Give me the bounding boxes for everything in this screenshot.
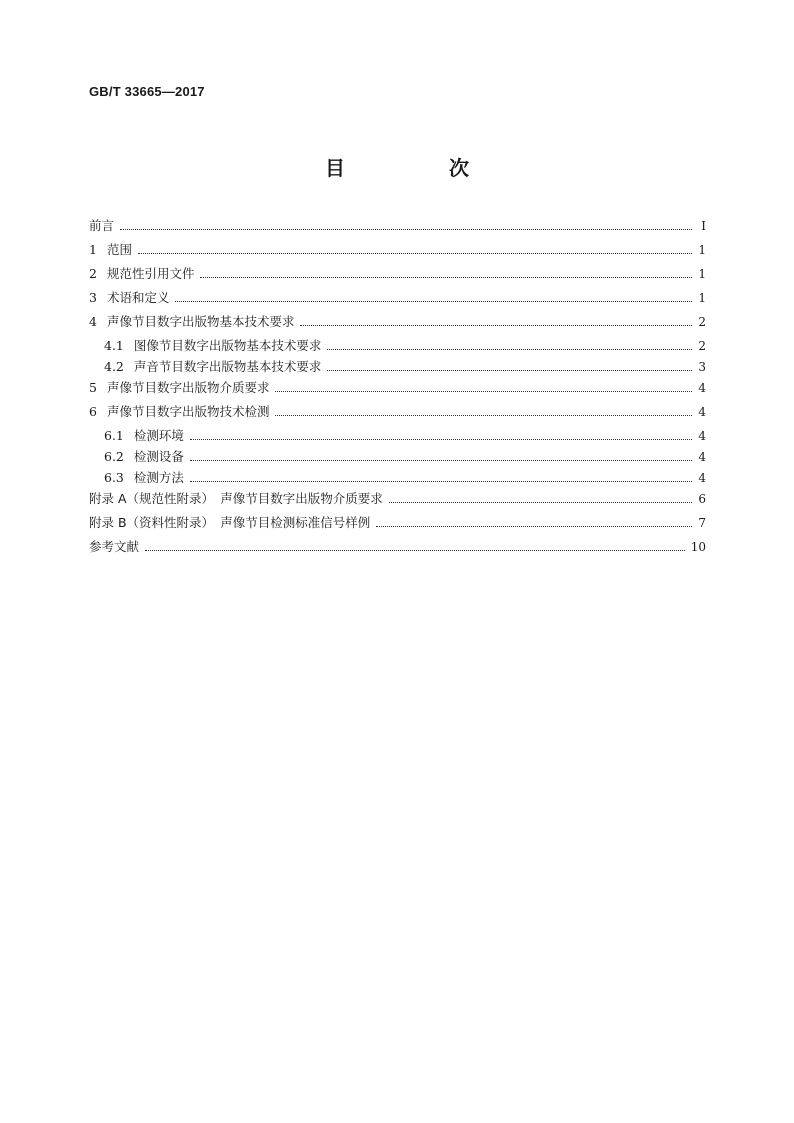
toc-leader: [389, 502, 692, 503]
toc-entry-number: 4.2: [104, 359, 124, 374]
toc-entry-6-3[interactable]: [89, 468, 706, 489]
toc-entry-page: 2: [698, 315, 706, 329]
page-title: 目 次: [325, 156, 511, 180]
toc-entry-6-1[interactable]: [89, 426, 706, 447]
toc-leader: [275, 391, 692, 392]
toc-entry-title: 声像节目数字出版物基本技术要求: [106, 314, 295, 329]
toc-leader: [190, 481, 692, 482]
toc-entry-4[interactable]: [89, 312, 706, 336]
toc-entry-title: 前言: [89, 218, 115, 233]
toc-entry-title: 规范性引用文件: [106, 266, 195, 281]
toc-leader: [190, 439, 692, 440]
toc-leader: [327, 370, 692, 371]
toc-entry-page: 10: [690, 540, 706, 554]
toc-entry-foreword[interactable]: [89, 216, 706, 240]
toc-entry-page: 4: [698, 381, 706, 395]
toc-entry-number: 6.2: [104, 449, 124, 464]
toc-entry-page: 1: [698, 267, 706, 281]
toc-entry-number: 6.3: [104, 470, 124, 485]
toc-leader: [300, 325, 692, 326]
toc-entry-page: 4: [698, 471, 706, 485]
toc-leader: [200, 277, 692, 278]
toc-entry-number: 2: [89, 266, 97, 281]
toc-entry-bibliography[interactable]: [89, 537, 706, 561]
toc-entry-1[interactable]: [89, 240, 706, 264]
toc-leader: [120, 229, 692, 230]
toc-entry-annex-b[interactable]: [89, 513, 706, 537]
toc-entry-title: 附录 A（规范性附录） 声像节目数字出版物介质要求: [89, 491, 383, 506]
toc-entry-title: 检测设备: [133, 449, 184, 464]
toc-entry-page: 4: [698, 405, 706, 419]
toc-entry-6[interactable]: [89, 402, 706, 426]
toc-leader: [175, 301, 692, 302]
toc-entry-number: 4.1: [104, 338, 124, 353]
toc-entry-title: 声像节目数字出版物介质要求: [106, 380, 270, 395]
toc-leader: [138, 253, 692, 254]
standard-code: GB/T 33665—2017: [89, 84, 205, 99]
toc-entry-4-1[interactable]: [89, 336, 706, 357]
toc-entry-page: 4: [698, 429, 706, 443]
toc-entry-title: 检测环境: [133, 428, 184, 443]
toc-entry-number: 4: [89, 314, 97, 329]
toc-entry-page: 2: [698, 339, 706, 353]
toc-leader: [190, 460, 692, 461]
toc-leader: [145, 550, 685, 551]
toc-entry-2[interactable]: [89, 264, 706, 288]
toc-entry-page: 1: [698, 243, 706, 257]
toc-entry-3[interactable]: [89, 288, 706, 312]
toc-entry-6-2[interactable]: [89, 447, 706, 468]
toc-entry-number: 6: [89, 404, 97, 419]
toc-entry-title: 附录 B（资料性附录） 声像节目检测标准信号样例: [89, 515, 371, 530]
toc-leader: [327, 349, 692, 350]
toc-entry-number: 5: [89, 380, 97, 395]
toc-entry-page: 1: [698, 291, 706, 305]
toc-entry-title: 图像节目数字出版物基本技术要求: [133, 338, 322, 353]
toc-leader: [376, 526, 692, 527]
toc-entry-number: 6.1: [104, 428, 124, 443]
toc-entry-title: 声像节目数字出版物技术检测: [106, 404, 270, 419]
toc-entry-page: 7: [698, 516, 706, 530]
toc-entry-number: 3: [89, 290, 97, 305]
toc-entry-page: Ⅰ: [701, 219, 706, 233]
toc-entry-number: 1: [89, 242, 97, 257]
toc-entry-annex-a[interactable]: [89, 489, 706, 513]
toc-entry-page: 6: [698, 492, 706, 506]
toc-entry-page: 4: [698, 450, 706, 464]
toc-entry-title: 检测方法: [133, 470, 184, 485]
toc-entry-5[interactable]: [89, 378, 706, 402]
toc-entry-title: 范围: [106, 242, 132, 257]
toc-entry-page: 3: [698, 360, 706, 374]
toc-entry-4-2[interactable]: [89, 357, 706, 378]
toc-leader: [275, 415, 692, 416]
toc-entry-title: 参考文献: [89, 539, 140, 554]
toc-entry-title: 术语和定义: [106, 290, 170, 305]
toc-entry-title: 声音节目数字出版物基本技术要求: [133, 359, 322, 374]
table-of-contents: [89, 216, 706, 561]
